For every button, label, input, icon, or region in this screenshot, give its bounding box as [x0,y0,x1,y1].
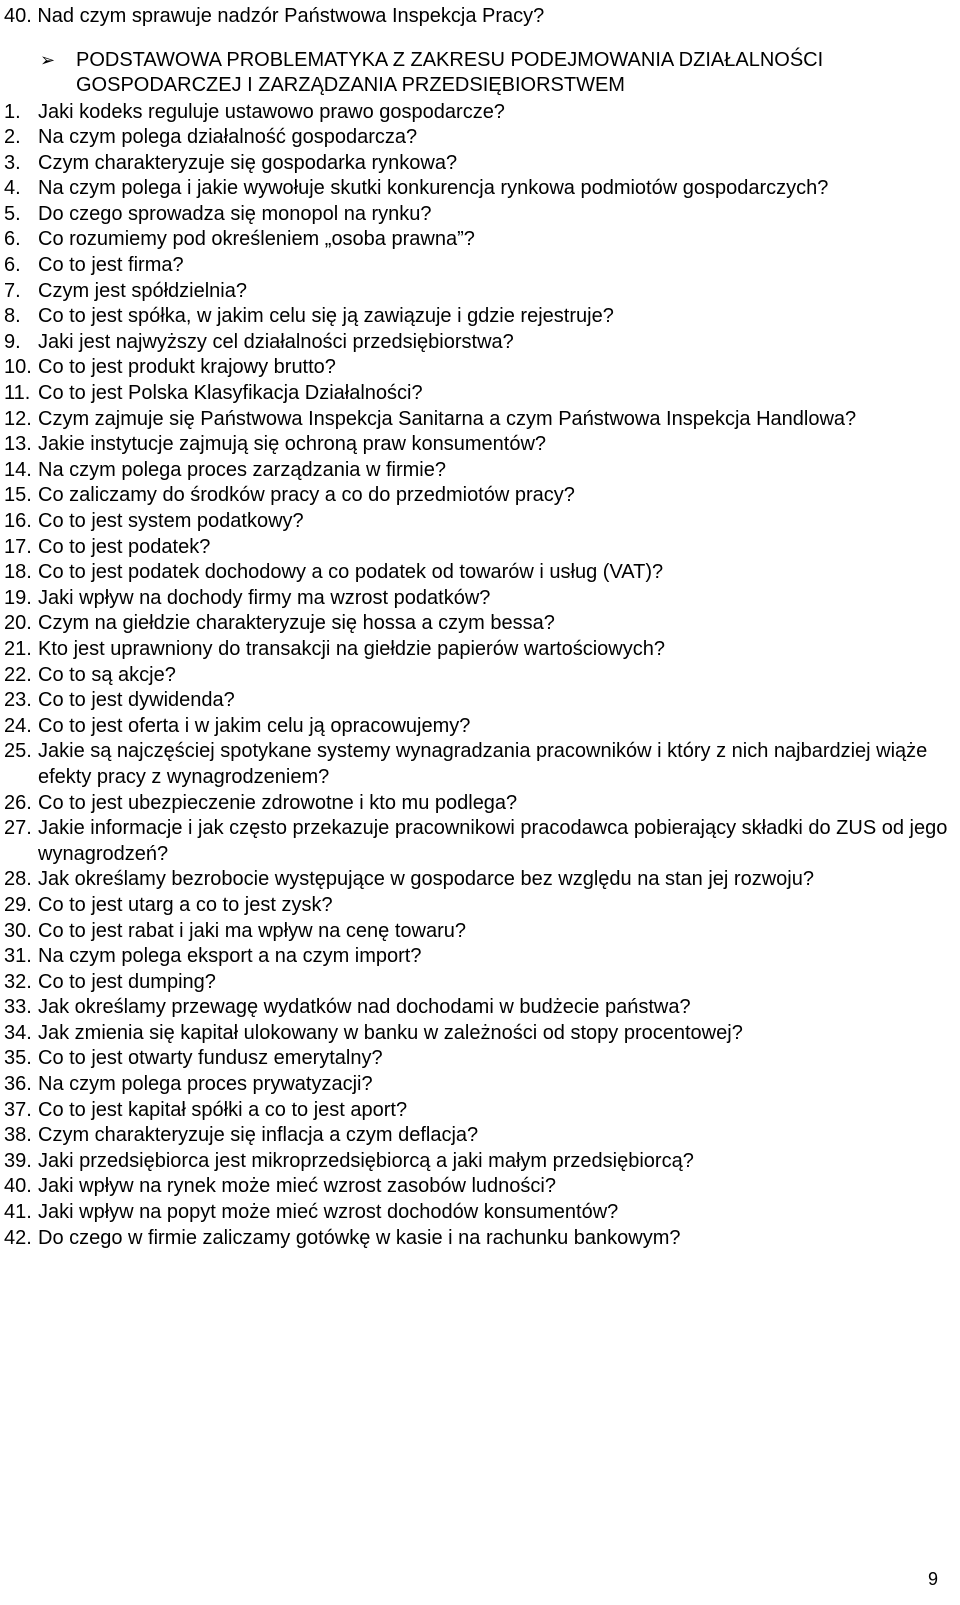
question-text: Co to jest podatek dochodowy a co podatek od towarów i usług (VAT)? [38,561,664,584]
list-item [4,611,952,637]
question-number: 11. [4,382,31,405]
question-text: Czym jest spółdzielnia? [38,279,247,302]
question-text: Na czym polega proces zarządzania w firmie? [38,458,446,481]
list-item [4,279,952,305]
list-item [4,919,952,945]
question-text: Kto jest uprawniony do transakcji na giełdzie papierów wartościowych? [38,637,665,660]
list-item [4,867,952,893]
question-number: 6. [4,228,21,251]
question-text: Jaki jest najwyższy cel działalności przedsiębiorstwa? [38,330,514,353]
question-text: Jak zmienia się kapitał ulokowany w banku w zależności od stopy procentowej? [38,1021,743,1044]
top-question: 40. Nad czym sprawuje nadzór Państwowa Inspekcja Pracy? [4,5,545,27]
question-number: 40. [4,1175,32,1198]
section-heading-text: PODSTAWOWA PROBLEMATYKA Z ZAKRESU PODEJMOWANIA DZIAŁALNOŚCI GOSPODARCZEJ I ZARZĄDZANIA PRZEDSIĘBIORSTWEM [76,49,824,96]
arrow-bullet-icon: ➢ [40,50,56,70]
question-text: Jakie informacje i jak często przekazuje pracownikowi pracodawca pobierający składki do ZUS od jego wynagrodzeń? [38,817,948,865]
question-number: 28. [4,868,32,891]
list-item [4,1226,952,1252]
question-number: 38. [4,1124,32,1147]
question-text: Czym charakteryzuje się gospodarka rynkowa? [38,151,458,174]
list-item [4,458,952,484]
question-number: 36. [4,1073,32,1096]
list-item [4,637,952,663]
question-number: 6. [4,254,21,277]
question-number: 16. [4,510,32,532]
list-item [4,1149,952,1175]
question-number: 10. [4,356,32,379]
question-text: Co rozumiemy pod określeniem „osoba prawna”? [38,228,475,251]
question-text: Co to jest produkt krajowy brutto? [38,356,336,379]
list-item [4,1200,952,1226]
question-text: Co to jest spółka, w jakim celu się ją zawiązuje i gdzie rejestruje? [38,305,614,328]
question-number: 13. [4,433,32,456]
list-item [4,355,952,381]
question-text: Co to jest oferta i w jakim celu ją opracowujemy? [38,714,471,737]
question-text: Jak określamy przewagę wydatków nad dochodami w budżecie państwa? [38,996,691,1019]
list-item [4,714,952,740]
question-number: 22. [4,663,32,686]
list-item [4,202,952,228]
question-number: 19. [4,586,32,609]
question-text: Co to jest system podatkowy? [38,510,304,532]
question-number: 5. [4,202,21,225]
list-item [4,816,952,867]
question-text: Co to jest utarg a co to jest zysk? [38,893,333,916]
list-item [4,560,952,586]
list-item [4,227,952,253]
question-number: 9. [4,330,21,353]
question-number: 32. [4,970,32,993]
question-number: 33. [4,996,32,1019]
question-text: Do czego w firmie zaliczamy gotówkę w kasie i na rachunku bankowym? [38,1226,681,1249]
question-number: 26. [4,791,32,814]
list-item [4,586,952,612]
question-text: Na czym polega proces prywatyzacji? [38,1073,373,1096]
question-number: 31. [4,945,32,968]
question-number: 1. [4,100,21,123]
question-number: 21. [4,637,32,660]
list-item [4,253,952,279]
question-text: Jaki wpływ na rynek może mieć wzrost zasobów ludności? [38,1175,556,1198]
list-item [4,893,952,919]
question-text: Co to jest firma? [38,254,184,277]
question-text: Jaki kodeks reguluje ustawowo prawo gospodarcze? [38,100,505,123]
list-item [4,970,952,996]
question-number: 41. [4,1201,32,1224]
question-number: 20. [4,612,32,635]
list-item [4,330,952,356]
list-item [4,483,952,509]
list-item [4,1072,952,1098]
page-number: 9 [927,1569,938,1589]
list-item [4,663,952,689]
question-text: Co to jest kapitał spółki a co to jest aport? [38,1098,408,1121]
question-text: Na czym polega eksport a na czym import? [38,945,422,968]
list-item [4,995,952,1021]
list-item [4,125,952,151]
question-number: 24. [4,714,32,737]
question-text: Czym zajmuje się Państwowa Inspekcja Sanitarna a czym Państwowa Inspekcja Handlowa? [38,407,857,430]
list-item [4,1021,952,1047]
question-number: 15. [4,484,32,507]
question-text: Co to jest dumping? [38,970,216,993]
list-item [4,407,952,433]
question-text: Czym charakteryzuje się inflacja a czym deflacja? [38,1124,479,1147]
question-text: Na czym polega działalność gospodarcza? [38,126,418,149]
question-number: 35. [4,1047,32,1070]
question-text: Do czego sprowadza się monopol na rynku? [38,202,432,225]
list-item [4,176,952,202]
list-item [4,100,952,126]
question-text: Jaki przedsiębiorca jest mikroprzedsiębiorcą a jaki małym przedsiębiorcą? [38,1149,694,1172]
question-text: Co to jest rabat i jaki ma wpływ na cenę towaru? [38,919,466,942]
question-number: 39. [4,1149,32,1172]
question-number: 30. [4,919,32,942]
list-item [4,151,952,177]
question-number: 17. [4,535,32,558]
question-number: 34. [4,1021,32,1044]
question-text: Jak określamy bezrobocie występujące w gospodarce bez względu na stan jej rozwoju? [38,868,814,891]
section-heading [40,48,952,98]
question-text: Jaki wpływ na popyt może mieć wzrost dochodów konsumentów? [38,1201,619,1224]
list-item [4,432,952,458]
question-text: Czym na giełdzie charakteryzuje się hossa a czym bessa? [38,612,555,635]
question-number: 2. [4,126,21,149]
question-number: 14. [4,458,32,481]
question-text: Jakie są najczęściej spotykane systemy wynagradzania pracowników i który z nich najbardziej wiąże efekty pracy z wynagrodzeniem? [38,740,928,788]
question-number: 3. [4,151,21,174]
question-text: Co to jest dywidenda? [38,689,235,712]
list-item [4,535,952,561]
question-number: 7. [4,279,21,302]
list-item [4,739,952,790]
question-number: 25. [4,740,32,763]
list-item [4,304,952,330]
question-text: Jaki wpływ na dochody firmy ma wzrost podatków? [38,586,491,609]
question-number: 27. [4,817,32,840]
question-text: Jakie instytucje zajmują się ochroną praw konsumentów? [38,433,547,456]
list-item [4,944,952,970]
question-text: Co zaliczamy do środków pracy a co do przedmiotów pracy? [38,484,575,507]
question-text: Co to jest ubezpieczenie zdrowotne i kto mu podlega? [38,791,518,814]
list-item [4,688,952,714]
list-item [4,1174,952,1200]
question-text: Co to jest Polska Klasyfikacja Działalności? [38,382,423,405]
question-text: Na czym polega i jakie wywołuje skutki konkurencja rynkowa podmiotów gospodarczych? [38,177,829,200]
question-list [4,100,952,1252]
question-number: 29. [4,893,32,916]
question-number: 12. [4,407,32,430]
list-item [4,1098,952,1124]
list-item [4,791,952,817]
list-item [4,1046,952,1072]
question-number: 23. [4,689,32,712]
question-number: 37. [4,1098,32,1121]
list-item [4,381,952,407]
question-text: Co to jest otwarty fundusz emerytalny? [38,1047,383,1070]
question-number: 18. [4,561,32,584]
list-item [4,509,952,535]
question-number: 42. [4,1226,32,1249]
list-item [4,1123,952,1149]
question-number: 4. [4,177,21,200]
question-text: Co to są akcje? [38,663,176,686]
question-text: Co to jest podatek? [38,535,211,558]
question-number: 8. [4,305,21,328]
